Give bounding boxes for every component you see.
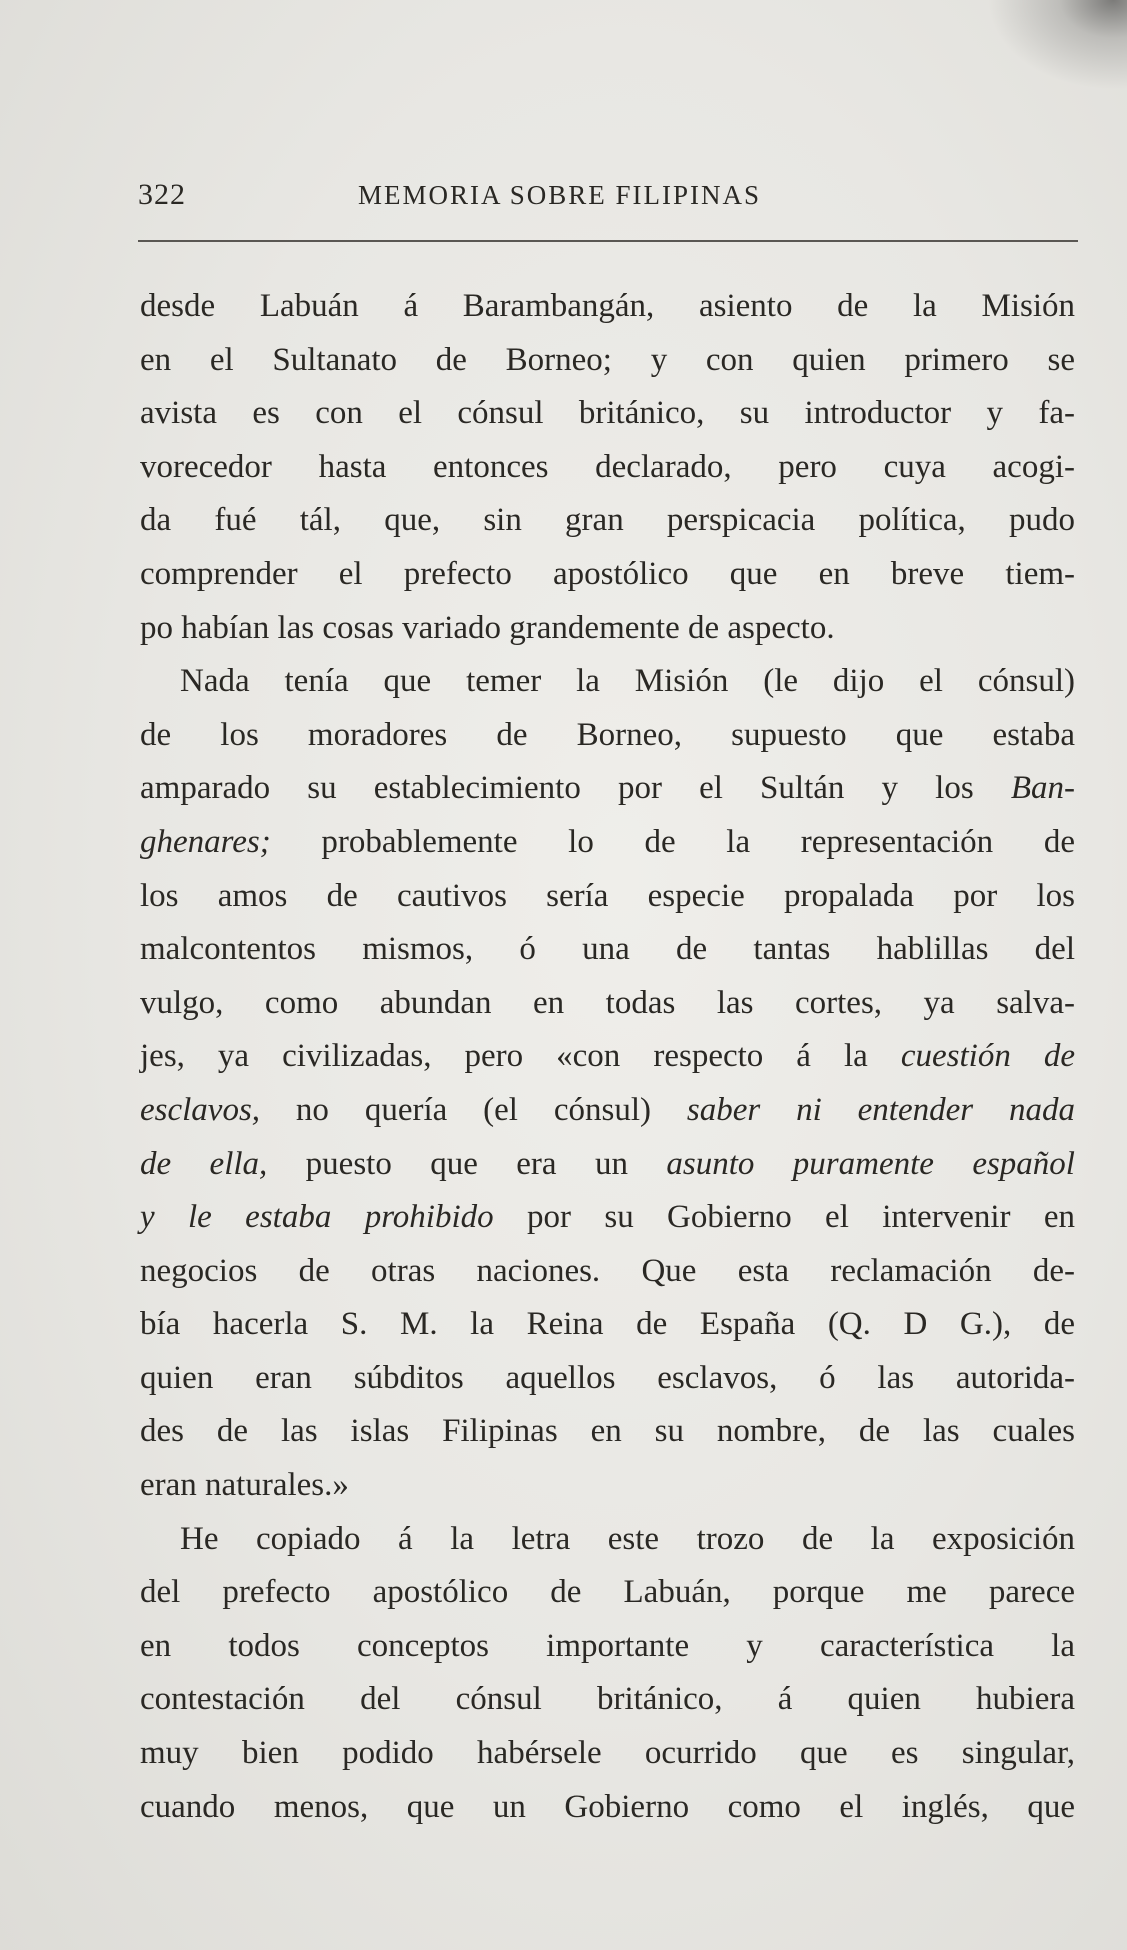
text-line: cuando menos, que un Gobierno como el inglés, que [140, 1788, 1075, 1825]
text-line: comprender el prefecto apostólico que en breve tiem- [140, 555, 1075, 592]
text-run: puesto que era un [267, 1145, 667, 1182]
text-line: en el Sultanato de Borneo; y con quien primero se [140, 341, 1075, 378]
text-line: Nada tenía que temer la Misión (le dijo el cónsul) [180, 663, 1075, 700]
text-line: desde Labuán á Barambangán, asiento de la Misión [140, 288, 1075, 324]
text-line: malcontentos mismos, ó una de tantas hablillas del [140, 931, 1075, 968]
italic-run: ghenares; [140, 823, 271, 860]
text-line [140, 816, 1075, 870]
header-rule [138, 240, 1078, 242]
text-run: no quería (el cónsul) [260, 1091, 687, 1128]
italic-run: Ban- [1010, 770, 1075, 807]
text-line: los amos de cautivos sería especie propalada por los [140, 877, 1075, 914]
text-line: da fué tál, que, sin gran perspicacia política, pudo [140, 502, 1075, 539]
text-line [140, 762, 1075, 816]
text-line: quien eran súbditos aquellos esclavos, ó las autorida- [140, 1359, 1075, 1396]
text-line: po habían las cosas variado grandemente de aspecto. [140, 609, 835, 646]
italic-run: esclavos, [140, 1091, 261, 1128]
text-line: He copiado á la letra este trozo de la exposición [180, 1520, 1075, 1557]
italic-run: de ella, [140, 1145, 268, 1182]
text-line: negocios de otras naciones. Que esta reclamación de- [140, 1252, 1075, 1289]
running-title: MEMORIA SOBRE FILIPINAS [358, 180, 762, 210]
text-line: en todos conceptos importante y característica la [140, 1627, 1075, 1664]
page-number: 322 [138, 178, 186, 211]
body-text [140, 280, 1075, 1834]
text-run: por su Gobierno el intervenir en [493, 1199, 1075, 1236]
text-line: des de las islas Filipinas en su nombre, de las cuales [140, 1413, 1075, 1450]
text-line [140, 1138, 1075, 1192]
text-line [140, 1191, 1075, 1245]
text-run: amparado su establecimiento por el Sultán y los [140, 770, 1011, 807]
italic-run: saber ni entender nada [686, 1091, 1076, 1128]
text-line: muy bien podido habérsele ocurrido que es singular, [140, 1735, 1075, 1772]
page-corner-shadow [987, 0, 1127, 90]
running-head [138, 178, 1078, 218]
text-run: jes, ya civilizadas, pero «con respecto á la [140, 1038, 901, 1075]
text-line: vorecedor hasta entonces declarado, pero cuya acogi- [140, 448, 1075, 485]
text-line: avista es con el cónsul británico, su introductor y fa- [140, 395, 1075, 432]
text-line [140, 1030, 1075, 1084]
italic-run: asunto puramente español [666, 1145, 1075, 1182]
text-line: contestación del cónsul británico, á quien hubiera [140, 1681, 1075, 1718]
text-line: bía hacerla S. M. la Reina de España (Q. D G.), de [140, 1306, 1075, 1343]
italic-run: cuestión de [900, 1038, 1075, 1075]
text-run: probablemente lo de la representación de [270, 823, 1075, 860]
text-line: vulgo, como abundan en todas las cortes, ya salva- [140, 984, 1075, 1021]
text-line: de los moradores de Borneo, supuesto que estaba [140, 716, 1075, 753]
text-line [140, 1084, 1075, 1138]
text-line: del prefecto apostólico de Labuán, porque me parece [140, 1574, 1075, 1611]
italic-run: y le estaba prohibido [140, 1199, 494, 1236]
text-line: eran naturales.» [140, 1467, 349, 1504]
